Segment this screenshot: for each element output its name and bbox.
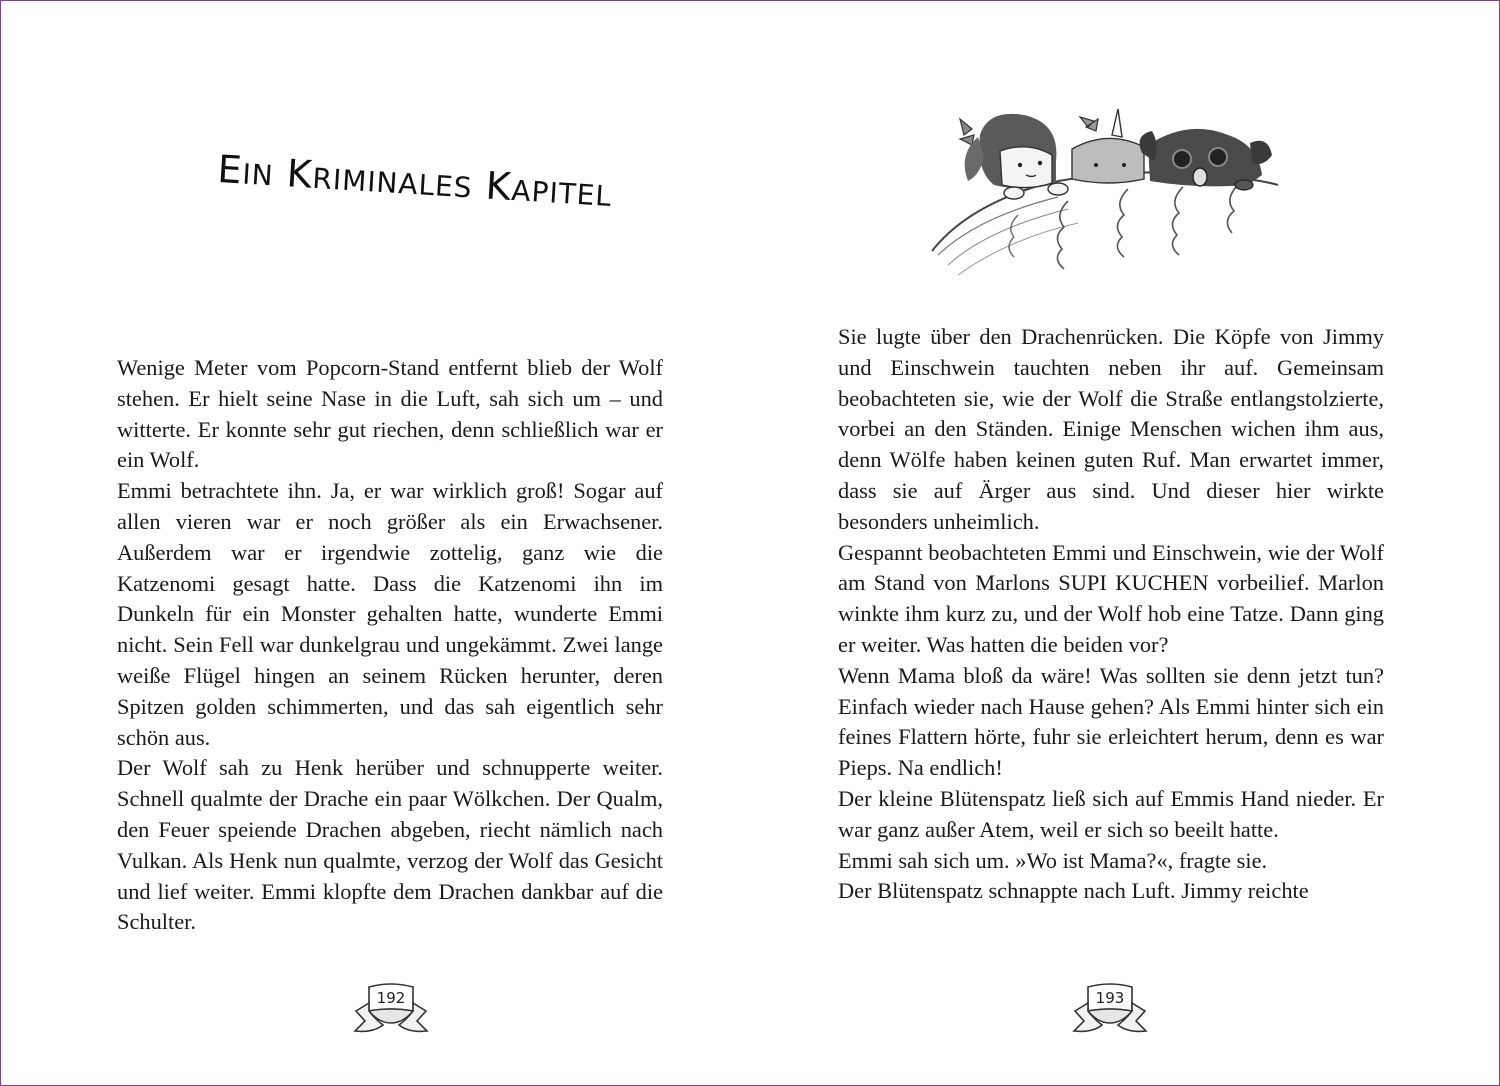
paragraph: Emmi sah sich um. »Wo ist Mama?«, fragte sie. bbox=[838, 847, 1268, 873]
paragraph: Gespannt beobachteten Emmi und Einschwein, wie der Wolf am Stand von Marlons SUPI KUCHEN vorbeilief. Marlon winkte ihm kurz zu, und der Wolf hob eine Tatze. Dann ging er weiter. Was hatten die beiden vor? bbox=[838, 539, 1384, 657]
chapter-title: EIN KRIMINALES KAPITEL bbox=[216, 147, 613, 214]
page-number-banner bbox=[353, 981, 429, 1045]
page-number: 193 bbox=[1095, 989, 1125, 1007]
right-page bbox=[750, 1, 1499, 1085]
page-number: 192 bbox=[376, 989, 406, 1007]
right-body-text bbox=[838, 322, 1384, 907]
paragraph: Der Blütenspatz schnappte nach Luft. Jimmy reichte bbox=[838, 878, 1309, 904]
paragraph: Wenn Mama bloß da wäre! Was sollten sie denn jetzt tun? Einfach wieder nach Hause gehen? Als Emmi hinter sich ein feines Flattern hörte, fuhr sie erleichtert herum, denn es war Pieps. Na endlich! bbox=[838, 662, 1384, 781]
left-page bbox=[1, 1, 750, 1085]
left-body-text bbox=[117, 353, 663, 938]
paragraph: Der Wolf sah zu Henk herüber und schnupperte weiter. Schnell qualmte der Drache ein paar Wölkchen. Der Qualm, den Feuer speiende Drachen abgeben, riecht nämlich nach Vulkan. Als Henk nun qualmte, verzog der Wolf das Gesicht und lief weiter. Emmi klopfte dem Drachen dankbar auf die Schulter. bbox=[117, 755, 663, 935]
paragraph: Der kleine Blütenspatz ließ sich auf Emmis Hand nieder. Er war ganz außer Atem, weil er sich so beeilt hatte. bbox=[838, 785, 1384, 842]
paragraph: Emmi betrachtete ihn. Ja, er war wirklich groß! Sogar auf allen vieren war er noch größer als ein Erwachsener. Außerdem war er irgendwie zottelig, ganz wie die Katzenomi gesagt hatte. Dass die Katzenomi ihn im Dunkeln für ein Monster gehalten hatte, wunderte Emmi nicht. Sein Fell war dunkelgrau und ungekämmt. Zwei lange weiße Flügel hingen an seinem Rücken herunter, deren Spitzen golden schimmerten, und das sah eigentlich sehr schön aus. bbox=[117, 478, 663, 750]
page-number-banner bbox=[1072, 981, 1148, 1045]
paragraph: Wenige Meter vom Popcorn-Stand entfernt blieb der Wolf stehen. Er hielt seine Nase in die Luft, sah sich um – und witterte. Er konnte sehr gut riechen, denn schließlich war er ein Wolf. bbox=[117, 355, 663, 473]
paragraph: Sie lugte über den Drachenrücken. Die Köpfe von Jimmy und Einschwein tauchten neben ihr auf. Gemeinsam beobachteten sie, wie der Wolf die Straße entlangstolzierte, vorbei an den Ständen. Einige Menschen wichen ihm aus, denn Wölfe haben keinen guten Ruf. Man erwartet immer, dass sie auf Ärger aus sind. Und dieser hier wirkte besonders unheimlich. bbox=[838, 324, 1384, 534]
children-peeking-illustration-icon bbox=[928, 105, 1283, 285]
